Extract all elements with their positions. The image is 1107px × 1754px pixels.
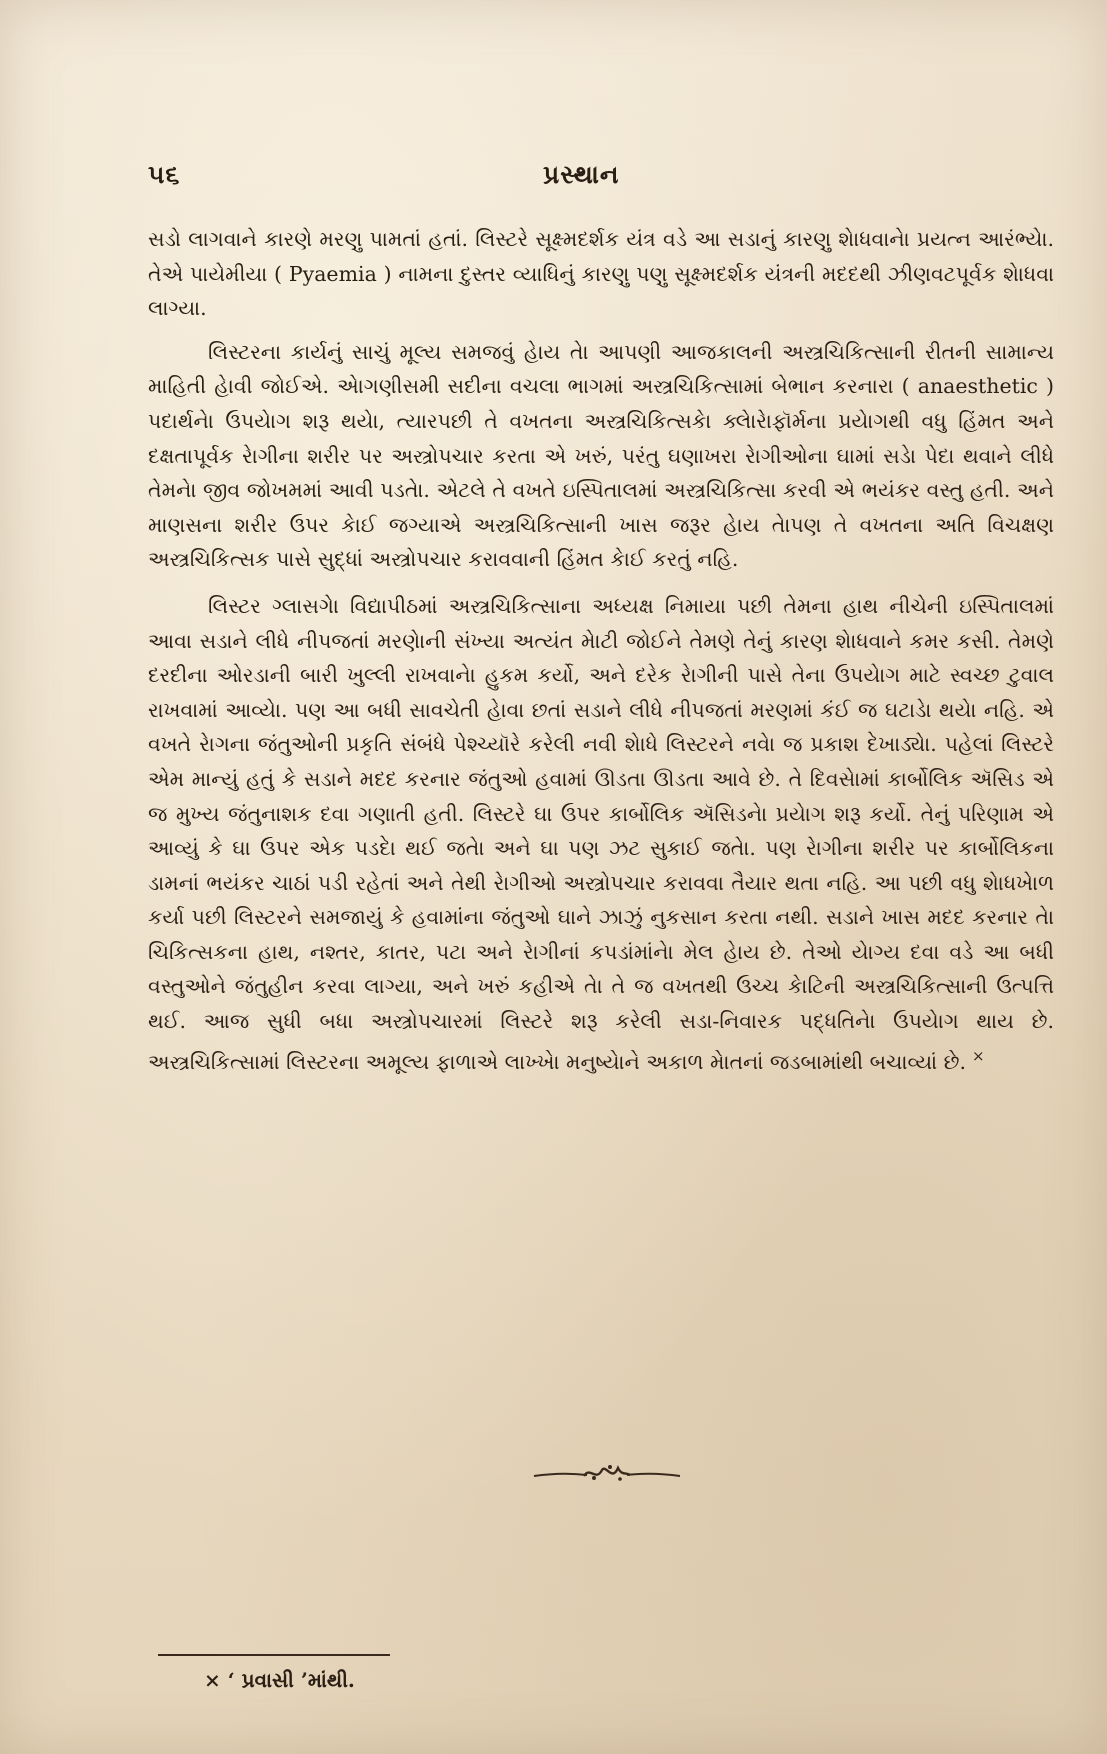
running-title: પ્રસ્થાન [543, 160, 620, 189]
paragraph-3 [148, 589, 1054, 1079]
page-header [148, 160, 1068, 200]
body-text [148, 222, 1054, 1079]
paragraph-1: સડો લાગવાને કારણે મરણુ પામતાં હતાં. લિસ્ટરે સૂક્ષ્મદર્શક યંત્ર વડે આ સડાનું કારણુ શેાધવાનેા પ્રયત્ન આરંભ્યેા. તેએ પાયેમીયા ( Pyaemia ) નામના દુસ્તર વ્યાધિનું કારણુ પણુ સૂક્ષ્મદર્શક યંત્રની મદદથી ઝીણવટપૂર્વક શેાધવા લાગ્યા. [148, 227, 1054, 321]
ornament-divider-icon [532, 1462, 682, 1486]
footnote: × ‘ પ્રવાસી ’માંથી. [204, 1668, 355, 1692]
paragraph-3-text: લિસ્ટર ગ્લાસગાે વિદ્યાપીઠમાં અસ્ત્રચિકિત્સાના અધ્યક્ષ નિમાયા પછી તેમના હાથ નીચેની ઇસ્પિતાલમાં આવા સડાને લીધે નીપજતાં મરણાેની સંખ્યા અત્યંત માેટી જોઈને તેમણે તેનું કારણ શાેધવાને કમર કસી. તેમણે દરદીના ઓરડાની બારી ખુલ્લી રાખવાનાે હુકમ કર્યો, અને દરેક રાેગીની પાસે તેના ઉપયાેગ માટે સ્વચ્છ ટુવાલ રાખવામાં આવ્યાે. પણ આ બધી સાવચેતી હાેવા છતાં સડાને લીધે નીપજતાં મરણમાં કંઈ જ ઘટાડાે થયાે નહિ. એ વખતે રાેગના જંતુઓની પ્રકૃતિ સંબંધે પેશ્ચ્યૉરે કરેલી નવી શાેધે લિસ્ટરને નવાે જ પ્રકાશ દેખાડ્યાે. પહેલાં લિસ્ટરે એમ માન્યું હતું કે સડાને મદદ કરનાર જંતુઓ હવામાં ઊડતા ઊડતા આવે છે. તે દિવસાેમાં કાર્બોલિક ઍસિડ એ જ મુખ્ય જંતુનાશક દવા ગણાતી હતી. લિસ્ટરે ઘા ઉપર કાર્બોલિક ઍસિડનાે પ્રયાેગ શરૂ કર્યો. તેનું પરિણામ એ આવ્યું કે ઘા ઉપર એક પડદાે થઈ જતાે અને ઘા પણ ઝટ સુકાઈ જતાે. પણ રાેગીના શરીર પર કાર્બોલિકના ડામનાં ભયંકર ચાઠાં પડી રહેતાં અને તેથી રાેગીઓ અસ્ત્રોપચાર કરાવવા તૈયાર થતા નહિ. આ પછી વધુ શાેધખાેળ કર્યા પછી લિસ્ટરને સમજાયું કે હવામાંના જંતુઓ ઘાને ઝાઝું નુકસાન કરતા નથી. સડાને ખાસ મદદ કરનાર તાે ચિકિત્સકના હાથ, નશ્તર, કાતર, પટા અને રાેગીનાં કપડાંમાંનાે મેલ હાેય છે. તેઓ યાેગ્ય દવા વડે આ બધી વસ્તુઓને જંતુહીન કરવા લાગ્યા, અને ખરું કહીએ તાે તે જ વખતથી ઉચ્ચ કાેટિની અસ્ત્રચિકિત્સાની ઉત્પત્તિ થઈ. આજ સુધી બધા અસ્ત્રોપચારમાં લિસ્ટરે શરૂ કરેલી સડા-નિવારક પદ્ધતિનાે ઉપયાેગ થાય છે. અસ્ત્રચિકિત્સામાં લિસ્ટરના અમૂલ્ય ફાળાએ લાખ્ખાે મનુષ્યાેને અકાળ માેતનાં જડબામાંથી બચાવ્યાં છે. [148, 593, 1054, 1074]
paragraph-2: લિસ્ટરના કાર્યનું સાચું મૂલ્ય સમજવું હાેય તાે આપણી આજકાલની અસ્ત્રચિકિત્સાની રીતની સામાન્ય માહિતી હાેવી જોઈએ. એાગણીસમી સદીના વચલા ભાગમાં અસ્ત્રચિકિત્સામાં બેભાન કરનારા ( anaesthetic ) પદાર્થનાે ઉપયેાગ શરૂ થયેા, ત્યારપછી તે વખતના અસ્ત્રચિકિત્સકાે ક્લાેરાેફૉર્મના પ્રયેાગથી વધુ હિંમત અને દક્ષતાપૂર્વક રાેગીના શરીર પર અસ્ત્રોપચાર કરતા એ ખરું, પરંતુ ઘણાખરા રાેગીઓના ઘામાં સડાે પેદા થવાને લીધે તેમનાે જીવ જોખમમાં આવી પડતાે. એટલે તે વખતે ઇસ્પિતાલમાં અસ્ત્રચિકિત્સા કરવી એ ભયંકર વસ્તુ હતી. અને માણસના શરીર ઉપર કાેઈ જગ્યાએ અસ્ત્રચિકિત્સાની ખાસ જરૂર હાેય તાેપણ તે વખતના અતિ વિચક્ષણ અસ્ત્રચિકિત્સક પાસે સુદ્ધાં અસ્ત્રોપચાર કરાવવાની હિંમત કાેઈ કરતું નહિ. [148, 339, 1054, 572]
footnote-reference-mark: × [972, 1046, 985, 1065]
page-number: ૫૬ [148, 160, 181, 189]
footnote-rule [158, 1654, 390, 1656]
